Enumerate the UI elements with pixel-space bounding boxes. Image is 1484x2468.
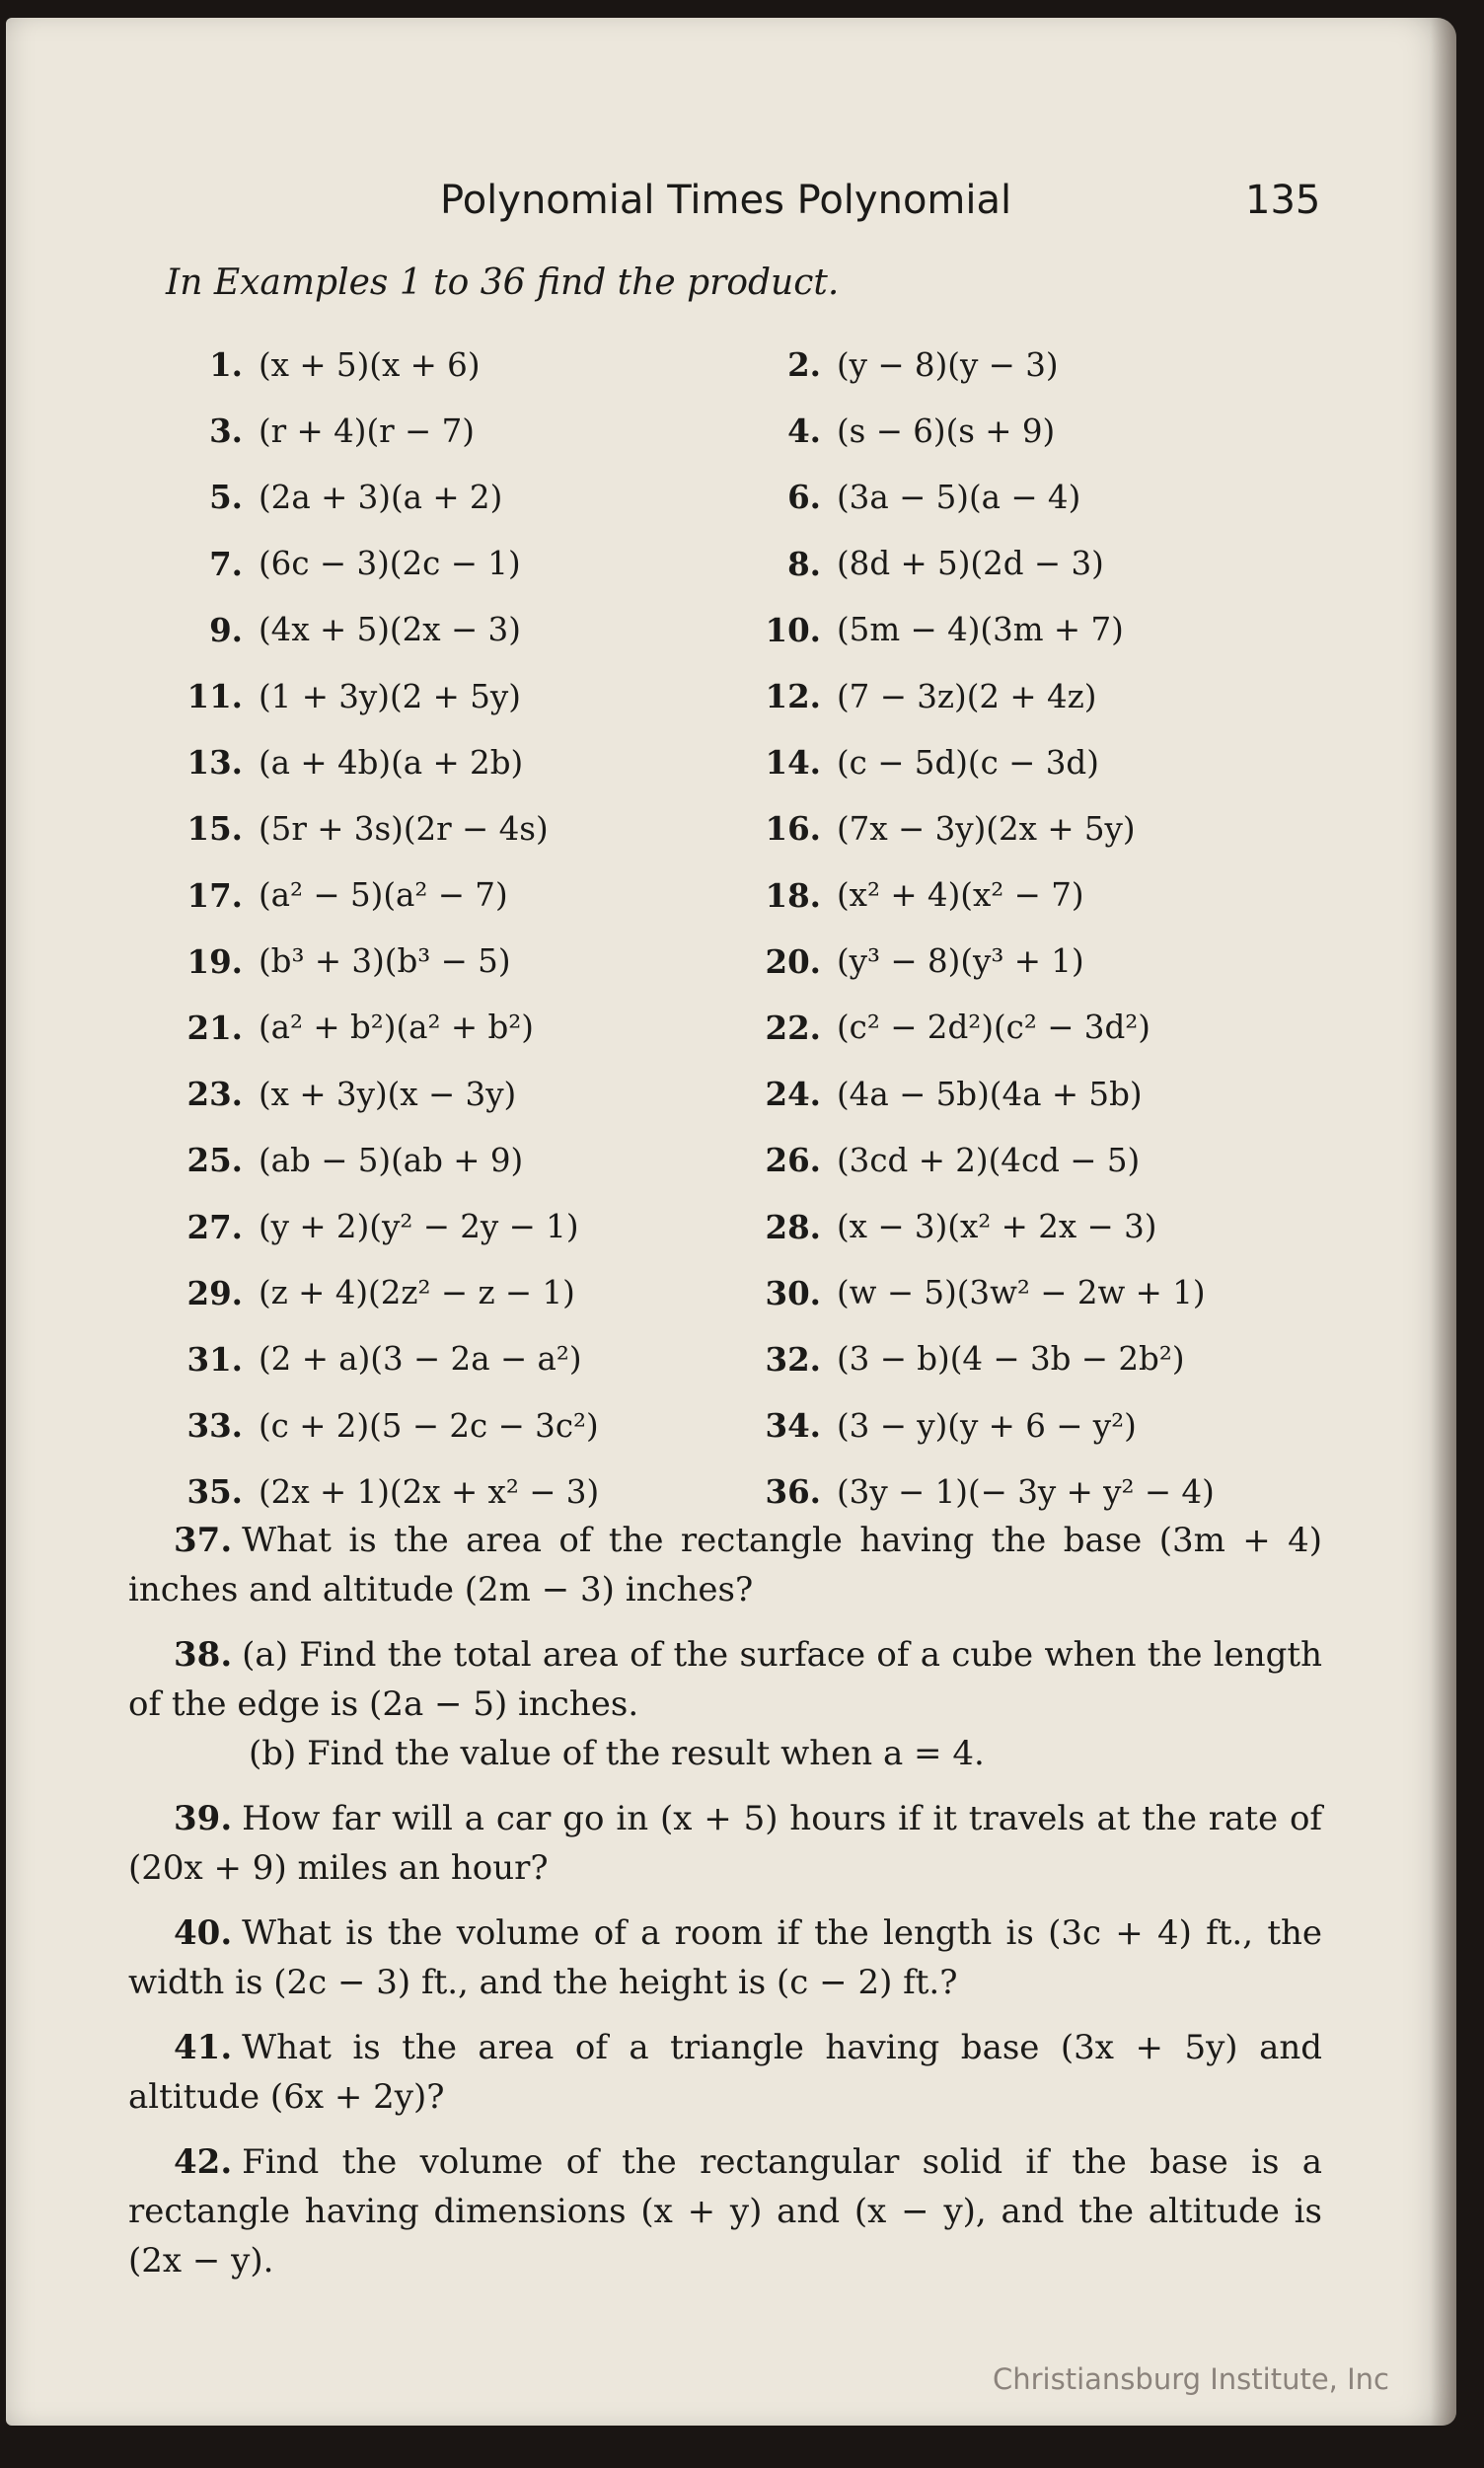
example-item (164, 1061, 756, 1127)
example-number: 18. (765, 875, 821, 915)
problem-number: 38. (174, 1635, 233, 1675)
example-expression: (3 − y)(y + 6 − y²) (837, 1406, 1137, 1445)
example-item (756, 597, 1269, 663)
example-number: 25. (186, 1141, 243, 1180)
problem-number: 41. (174, 2028, 233, 2067)
problem-text: What is the volume of a room if the length is (3c + 4) ft., the width is (2c − 3) ft., and the height is (c − 2) ft.? (128, 1913, 1322, 2002)
watermark: Christiansburg Institute, Inc (993, 2362, 1389, 2396)
example-expression: (8d + 5)(2d − 3) (837, 545, 1104, 583)
problem-number: 40. (174, 1913, 233, 1953)
example-expression: (y + 2)(y² − 2y − 1) (259, 1208, 579, 1246)
example-item (164, 795, 756, 861)
example-item (756, 663, 1269, 729)
example-item (756, 862, 1269, 929)
example-item (164, 1260, 756, 1326)
example-expression: (z + 4)(2z² − z − 1) (259, 1274, 575, 1312)
example-number: 20. (765, 941, 821, 981)
example-expression: (3y − 1)(− 3y + y² − 4) (837, 1472, 1215, 1511)
exercise-instruction: In Examples 1 to 36 find the product. (166, 262, 840, 303)
example-expression: (5m − 4)(3m + 7) (837, 611, 1124, 649)
example-number: 8. (787, 544, 821, 583)
example-item (756, 1260, 1269, 1326)
page-number: 135 (1245, 178, 1321, 223)
example-expression: (y³ − 8)(y³ + 1) (837, 942, 1084, 981)
word-problem (128, 2023, 1322, 2122)
example-item (756, 531, 1269, 597)
example-expression: (5r + 3s)(2r − 4s) (259, 809, 549, 848)
example-expression: (7x − 3y)(2x + 5y) (837, 809, 1136, 848)
example-item (164, 995, 756, 1061)
problem-text: (a) Find the total area of the surface of a cube when the length of the edge is (2a − 5) inches. (128, 1635, 1322, 1724)
example-number: 33. (186, 1406, 243, 1446)
example-expression: (2 + a)(3 − 2a − a²) (259, 1340, 582, 1379)
example-expression: (a + 4b)(a + 2b) (259, 743, 524, 782)
example-number: 30. (765, 1273, 821, 1312)
example-item (164, 1392, 756, 1458)
problem-text: What is the area of a triangle having base (3x + 5y) and altitude (6x + 2y)? (128, 2028, 1322, 2117)
example-expression: (x + 5)(x + 6) (259, 345, 481, 384)
example-expression: (7 − 3z)(2 + 4z) (837, 677, 1097, 715)
example-item (164, 1326, 756, 1392)
word-problems (128, 1516, 1322, 2301)
example-item (164, 1127, 756, 1193)
example-number: 14. (765, 743, 821, 783)
example-item (756, 995, 1269, 1061)
example-item (756, 1193, 1269, 1259)
word-problem (128, 2137, 1322, 2285)
example-number: 5. (209, 478, 243, 517)
example-item (756, 398, 1269, 464)
example-item (164, 1193, 756, 1259)
example-number: 2. (787, 345, 821, 385)
example-number: 31. (186, 1339, 243, 1379)
example-number: 22. (765, 1008, 821, 1047)
problem-number: 37. (174, 1521, 233, 1560)
example-number: 27. (186, 1207, 243, 1246)
example-number: 21. (186, 1008, 243, 1047)
example-expression: (c² − 2d²)(c² − 3d²) (837, 1009, 1150, 1047)
example-expression: (ab − 5)(ab + 9) (259, 1141, 524, 1179)
example-expression: (x − 3)(x² + 2x − 3) (837, 1208, 1157, 1246)
example-number: 36. (765, 1472, 821, 1512)
example-item (756, 332, 1269, 398)
example-item (164, 464, 756, 530)
example-expression: (c + 2)(5 − 2c − 3c²) (259, 1406, 599, 1445)
book-page (6, 18, 1456, 2426)
example-number: 19. (186, 941, 243, 981)
example-number: 4. (787, 411, 821, 451)
example-number: 24. (765, 1075, 821, 1114)
example-item (756, 1326, 1269, 1392)
example-item (756, 1127, 1269, 1193)
example-number: 13. (186, 743, 243, 783)
example-item (164, 663, 756, 729)
example-expression: (3 − b)(4 − 3b − 2b²) (837, 1340, 1185, 1379)
example-item (164, 398, 756, 464)
example-expression: (a² + b²)(a² + b²) (259, 1009, 534, 1047)
problem-number: 39. (174, 1799, 233, 1838)
example-item (756, 464, 1269, 530)
example-item (164, 597, 756, 663)
example-item (164, 729, 756, 795)
problem-text: What is the area of the rectangle having the base (3m + 4) inches and altitude (2m − 3) inches? (128, 1521, 1322, 1609)
example-expression: (2x + 1)(2x + x² − 3) (259, 1472, 600, 1511)
example-expression: (b³ + 3)(b³ − 5) (259, 942, 511, 981)
example-expression: (r + 4)(r − 7) (259, 411, 475, 450)
problem-subpart: (b) Find the value of the result when a = 4. (249, 1734, 985, 1773)
example-expression: (2a + 3)(a + 2) (259, 478, 503, 516)
example-item (164, 929, 756, 995)
example-expression: (y − 8)(y − 3) (837, 345, 1059, 384)
example-item (756, 929, 1269, 995)
example-expression: (3a − 5)(a − 4) (837, 478, 1081, 516)
example-number: 15. (186, 809, 243, 849)
page-edge-shadow (1431, 18, 1456, 2426)
running-head: Polynomial Times Polynomial (440, 178, 1012, 223)
example-item (756, 1061, 1269, 1127)
example-number: 28. (765, 1207, 821, 1246)
examples-grid (164, 332, 1269, 1525)
example-expression: (w − 5)(3w² − 2w + 1) (837, 1274, 1206, 1312)
example-number: 6. (787, 478, 821, 517)
example-expression: (1 + 3y)(2 + 5y) (259, 677, 521, 715)
example-expression: (s − 6)(s + 9) (837, 411, 1056, 450)
example-item (164, 332, 756, 398)
example-expression: (3cd + 2)(4cd − 5) (837, 1141, 1141, 1179)
example-number: 1. (209, 345, 243, 385)
example-expression: (4a − 5b)(4a + 5b) (837, 1075, 1143, 1113)
word-problem (128, 1516, 1322, 1614)
example-number: 32. (765, 1339, 821, 1379)
example-number: 11. (186, 677, 243, 716)
example-number: 29. (186, 1273, 243, 1312)
problem-number: 42. (174, 2142, 233, 2182)
example-item (756, 1392, 1269, 1458)
example-item (164, 531, 756, 597)
example-number: 16. (765, 809, 821, 849)
example-expression: (6c − 3)(2c − 1) (259, 545, 521, 583)
example-number: 26. (765, 1141, 821, 1180)
example-expression: (x + 3y)(x − 3y) (259, 1075, 517, 1113)
example-expression: (c − 5d)(c − 3d) (837, 743, 1099, 782)
problem-text: How far will a car go in (x + 5) hours if it travels at the rate of (20x + 9) miles an hour? (128, 1799, 1322, 1888)
example-expression: (4x + 5)(2x − 3) (259, 611, 521, 649)
example-number: 12. (765, 677, 821, 716)
word-problem (128, 1630, 1322, 1778)
example-number: 23. (186, 1075, 243, 1114)
example-number: 3. (209, 411, 243, 451)
word-problem (128, 1794, 1322, 1893)
example-number: 35. (186, 1472, 243, 1512)
problem-text: Find the volume of the rectangular solid if the base is a rectangle having dimensions (x + y) and (x − y), and the altitude is (2x − y). (128, 2142, 1322, 2281)
example-item (164, 862, 756, 929)
example-expression: (a² − 5)(a² − 7) (259, 876, 508, 915)
example-number: 34. (765, 1406, 821, 1446)
example-expression: (x² + 4)(x² − 7) (837, 876, 1084, 915)
example-number: 17. (186, 875, 243, 915)
example-item (756, 795, 1269, 861)
example-item (756, 729, 1269, 795)
word-problem (128, 1908, 1322, 2007)
example-number: 10. (765, 610, 821, 649)
example-number: 7. (209, 544, 243, 583)
example-number: 9. (209, 610, 243, 649)
